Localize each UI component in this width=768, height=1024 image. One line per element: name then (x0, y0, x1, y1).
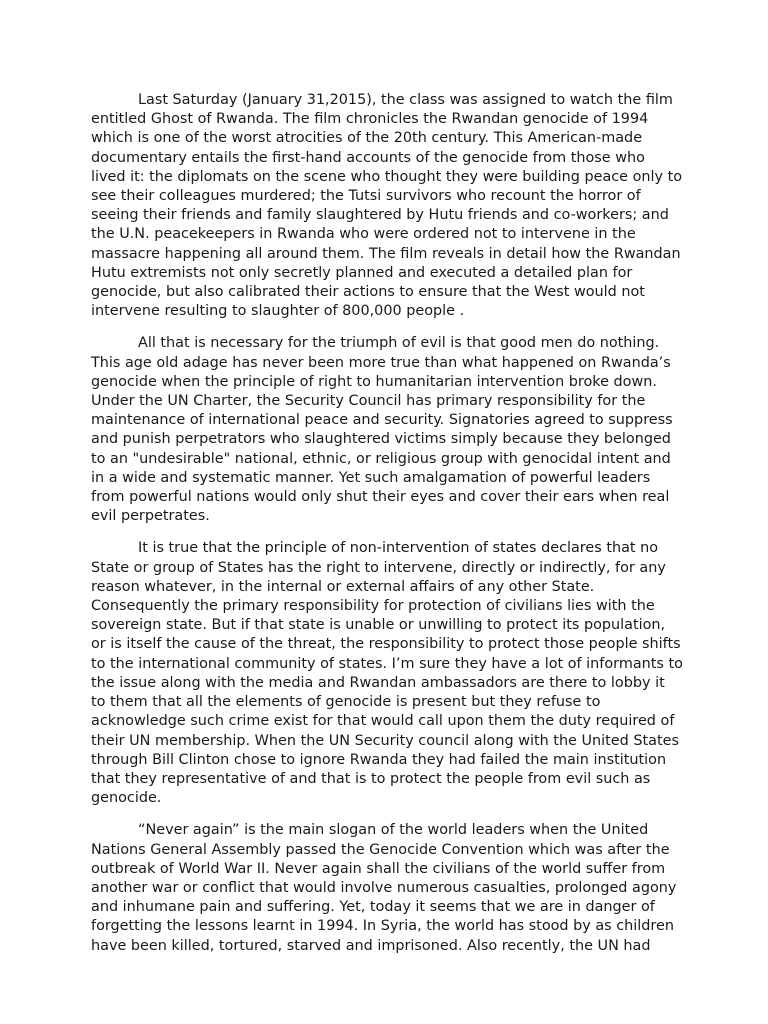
paragraph-1: Last Saturday (January 31,2015), the class was assigned to watch the film entitled Ghost of Rwanda. The film chronicles the Rwandan genocide of 1994 which is one of the worst atrocities of the 20th century. This American-made documentary entails the first-hand accounts of the genocide from those who lived it: the diplomats on the scene who thought they were building peace only to see their colleagues murdered; the Tutsi survivors who recount the horror of seeing their friends and family slaughtered by Hutu friends and co-workers; and the U.N. peacekeepers in Rwanda who were ordered not to intervene in the massacre happening all around them. The film reveals in detail how the Rwandan Hutu extremists not only secretly planned and executed a detailed plan for genocide, but also calibrated their actions to ensure that the West would not intervene resulting to slaughter of 800,000 people . (91, 92, 683, 320)
paragraph-4: “Never again” is the main slogan of the world leaders when the United Nations General Assembly passed the Genocide Convention which was after the outbreak of World War II. Never again shall the civilians of the world suffer from another war or conflict that would involve numerous casualties, prolonged agony and inhumane pain and suffering. Yet, today it seems that we are in danger of forgetting the lessons learnt in 1994. In Syria, the world has stood by as children have been killed, tortured, starved and imprisoned. Also recently, the UN had (91, 822, 677, 954)
document-body (91, 91, 683, 969)
paragraph-2: All that is necessary for the triumph of evil is that good men do nothing. This age old adage has never been more true than what happened on Rwanda’s genocide when the principle of right to humanitarian intervention broke down. Under the UN Charter, the Security Council has primary responsibility for the maintenance of international peace and security. Signatories agreed to suppress and punish perpetrators who slaughtered victims simply because they belonged to an "undesirable" national, ethnic, or religious group with genocidal intent and in a wide and systematic manner. Yet such amalgamation of powerful leaders from powerful nations would only shut their eyes and cover their ears when real evil perpetrates. (91, 335, 673, 525)
paragraph-3: It is true that the principle of non-intervention of states declares that no State or group of States has the right to intervene, directly or indirectly, for any reason whatever, in the internal or external affairs of any other State. Consequently the primary responsibility for protection of civilians lies with the sovereign state. But if that state is unable or unwilling to protect its population, or is itself the cause of the threat, the responsibility to protect those people shifts to the international community of states. I’m sure they have a lot of informants to the issue along with the media and Rwandan ambassadors are there to lobby it to them that all the elements of genocide is present but they refuse to acknowledge such crime exist for that would call upon them the duty required of their UN membership. When the UN Security council along with the United States through Bill Clinton chose to ignore Rwanda they had failed the main institution that they representative of and that is to protect the people from evil such as genocide. (91, 540, 683, 807)
